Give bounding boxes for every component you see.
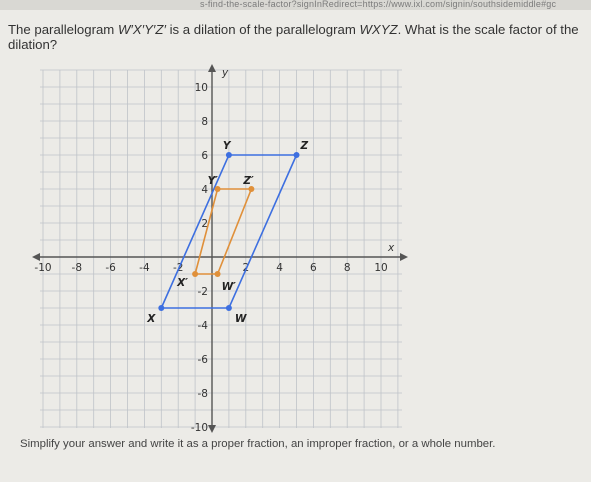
question-text-after: . What is the scale factor of the dilation?	[8, 22, 579, 52]
x-tick-label: -10	[34, 262, 52, 274]
url-text: s-find-the-scale-factor?signInRedirect=https://www.ixl.com/signin/southsidemiddle#gc	[200, 0, 557, 9]
original-parallelogram-vertex-label: Z	[300, 140, 309, 152]
question-text-middle: is a dilation of the parallelogram	[165, 22, 360, 37]
x-tick-label: 4	[276, 262, 283, 274]
image-parallelogram-vertex-label: Y′	[207, 175, 218, 187]
x-tick-label: 2	[242, 262, 250, 274]
original-parallelogram-vertex-point	[158, 305, 164, 311]
x-axis-arrow-left	[32, 253, 40, 261]
original-parallelogram-vertex-label: Y	[222, 140, 231, 152]
y-tick-label: -2	[197, 286, 208, 298]
y-tick-label: -6	[197, 354, 208, 366]
image-parallelogram-vertex-label: X′	[177, 277, 188, 289]
answer-instructions: Simplify your answer and write it as a proper fraction, an improper fraction, or a whole number.	[20, 438, 496, 450]
y-axis-arrow-up	[208, 64, 216, 72]
y-tick-label: -8	[197, 388, 208, 400]
image-parallelogram-name: W′X′Y′Z′	[117, 22, 166, 37]
y-tick-label: 4	[201, 184, 208, 196]
y-tick-label: -4	[197, 320, 208, 332]
x-tick-label: -6	[105, 262, 116, 274]
original-parallelogram-vertex-point	[294, 152, 300, 158]
original-parallelogram-vertex-label: W	[234, 313, 247, 325]
x-tick-label: -4	[139, 262, 150, 274]
original-parallelogram-name: WXYZ	[359, 22, 398, 37]
original-parallelogram-vertex-point	[226, 305, 232, 311]
y-tick-label: -10	[190, 422, 208, 434]
x-tick-label: 6	[310, 262, 317, 274]
x-tick-label: -2	[172, 262, 184, 274]
x-axis-label: x	[388, 242, 395, 254]
y-tick-label: 8	[201, 116, 208, 128]
image-parallelogram-vertex-point	[192, 271, 198, 277]
question-text-before: The parallelogram	[8, 22, 118, 37]
image-parallelogram-vertex-label: W′	[221, 281, 236, 293]
image-parallelogram-vertex-point	[215, 271, 221, 277]
y-tick-label: 6	[201, 150, 208, 162]
y-axis-arrow-down	[208, 425, 216, 433]
y-tick-label: 2	[201, 218, 208, 230]
x-tick-label: -8	[71, 262, 83, 274]
grid-background	[40, 70, 402, 428]
x-axis-arrow-right	[400, 253, 408, 261]
original-parallelogram-vertex-label: X	[147, 313, 156, 325]
y-tick-label: 10	[194, 82, 208, 94]
y-axis-label: y	[222, 67, 229, 79]
x-tick-label: 10	[374, 262, 388, 274]
original-parallelogram-vertex-point	[226, 152, 232, 158]
image-parallelogram-vertex-label: Z′	[243, 175, 254, 187]
x-tick-label: 8	[343, 262, 351, 274]
